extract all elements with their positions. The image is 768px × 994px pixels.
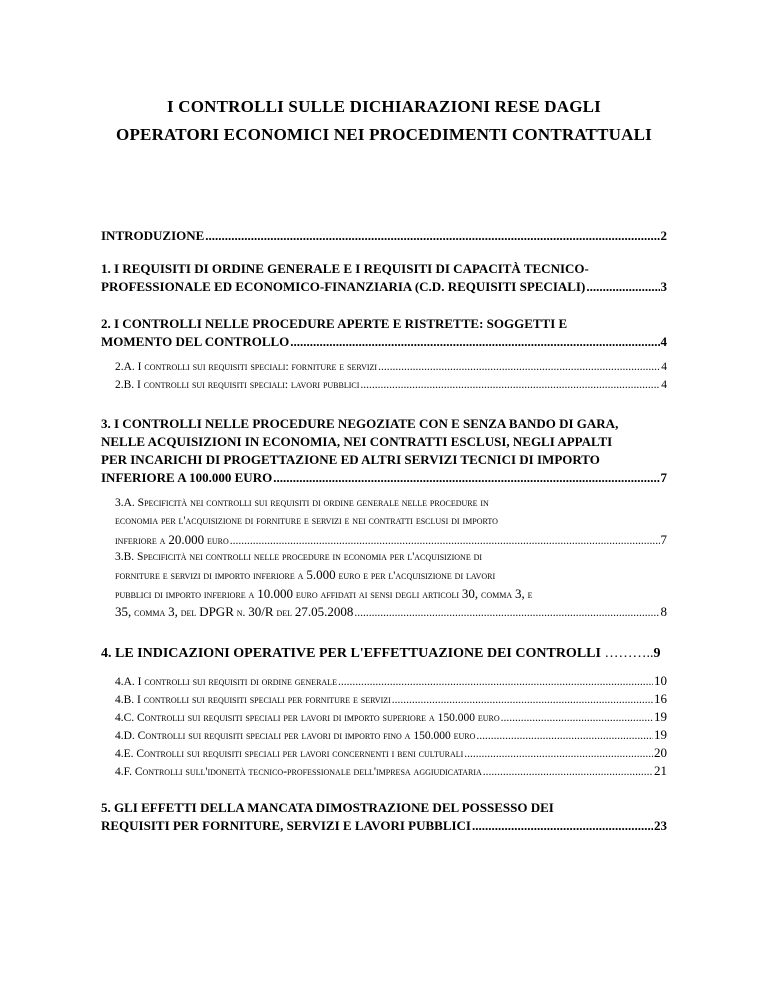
- toc-entry-label: 4. LE INDICAZIONI OPERATIVE PER L'EFFETTUAZIONE DEI CONTROLLI: [101, 646, 601, 661]
- toc-page-number: 19: [654, 709, 667, 724]
- toc-text: n.: [236, 607, 246, 619]
- toc-entry-label: MOMENTO DEL CONTROLLO: [101, 334, 290, 349]
- toc-page-number: 4: [661, 361, 667, 373]
- toc-entry-label: [115, 604, 353, 620]
- toc-entry-label: 4.A. I controlli sui requisiti di ordine generale: [115, 676, 337, 688]
- toc-text: comma: [134, 607, 166, 619]
- toc-number: 3,: [515, 586, 525, 601]
- toc-page-number: 4: [661, 379, 667, 391]
- toc-text: comma: [481, 589, 513, 601]
- toc-subsection-4e[interactable]: [115, 745, 667, 761]
- toc-number: 27.05.2008: [294, 604, 354, 619]
- toc-entry-introduzione[interactable]: [101, 228, 667, 244]
- toc-page-number: 19: [654, 727, 667, 742]
- toc-leader-dots: [205, 228, 659, 244]
- toc-entry-label: INTRODUZIONE: [101, 228, 205, 243]
- toc-entry-label: 4.B. I controlli sui requisiti speciali per forniture e servizi: [115, 694, 391, 706]
- toc-subsection-2a[interactable]: [115, 361, 667, 373]
- toc-text: pubblici di importo inferiore a: [115, 589, 255, 601]
- toc-leader-dots: ………..: [604, 646, 654, 661]
- toc-page-number: 10: [654, 673, 667, 688]
- toc-text: del: [276, 607, 293, 619]
- toc-leader-dots: [360, 379, 660, 391]
- toc-entry-label: 4.F. Controlli sull'idoneità tecnico-professionale dell'impresa aggiudicataria: [115, 766, 482, 778]
- toc-section-5-line-1[interactable]: 5. GLI EFFETTI DELLA MANCATA DIMOSTRAZIONE DEL POSSESSO DEI: [101, 800, 554, 815]
- toc-entry-label: REQUISITI PER FORNITURE, SERVIZI E LAVORI PUBBLICI: [101, 818, 471, 833]
- toc-number: 10.000: [257, 586, 293, 601]
- toc-text: euro e per l'acquisizione di lavori: [338, 570, 496, 582]
- toc-subsection-3b[interactable]: [115, 604, 667, 620]
- toc-page-number: 3: [660, 279, 667, 294]
- toc-page-number: 9: [653, 646, 661, 661]
- toc-text: e: [527, 589, 533, 601]
- toc-text: euro: [206, 535, 229, 547]
- toc-entry-label: PROFESSIONALE ED ECONOMICO-FINANZIARIA (C.D. REQUISITI SPECIALI): [101, 279, 586, 294]
- toc-entry-label: 2.A. I controlli sui requisiti speciali: forniture e servizi: [115, 361, 378, 373]
- toc-page-number: 16: [654, 691, 667, 706]
- toc-section-1-line-1[interactable]: 1. I REQUISITI DI ORDINE GENERALE E I REQUISITI DI CAPACITÀ TECNICO-: [101, 261, 589, 276]
- toc-entry-label: 4.D. Controlli sui requisiti speciali per lavori di importo fino a 150.000 euro: [115, 730, 476, 742]
- toc-page-number: 23: [654, 818, 667, 833]
- toc-subsection-4a[interactable]: [115, 673, 667, 689]
- toc-leader-dots: [354, 607, 659, 619]
- toc-text: del: [180, 607, 197, 619]
- toc-leader-dots: [586, 279, 659, 295]
- toc-page-number: 7: [660, 470, 667, 485]
- toc-subsection-4b[interactable]: [115, 691, 667, 707]
- toc-entry-label: 4.C. Controlli sui requisiti speciali per lavori di importo superiore a 150.000 euro: [115, 712, 500, 724]
- toc-section-3-line-1[interactable]: 3. I CONTROLLI NELLE PROCEDURE NEGOZIATE CON E SENZA BANDO DI GARA,: [101, 416, 619, 431]
- toc-page-number: 8: [660, 604, 667, 619]
- toc-subsection-4d[interactable]: [115, 727, 667, 743]
- toc-number: 30/R: [248, 604, 274, 619]
- toc-number: 35,: [115, 604, 132, 619]
- toc-subsection-4c[interactable]: [115, 709, 667, 725]
- toc-section-3-line-2[interactable]: NELLE ACQUISIZIONI IN ECONOMIA, NEI CONTRATTI ESCLUSI, NEGLI APPALTI: [101, 434, 613, 449]
- toc-leader-dots: [476, 730, 653, 742]
- toc-number: 20.000: [168, 532, 205, 547]
- toc-leader-dots: [338, 676, 653, 688]
- toc-page-number: 20: [654, 745, 667, 760]
- toc-section-2-line-1[interactable]: 2. I CONTROLLI NELLE PROCEDURE APERTE E RISTRETTE: SOGGETTI E: [101, 316, 568, 331]
- toc-leader-dots: [483, 766, 653, 778]
- toc-entry-label: [115, 532, 229, 548]
- toc-subsection-3b-line-1[interactable]: 3.B. Specificità nei controlli nelle procedure in economia per l'acquisizione di: [115, 551, 483, 563]
- toc-subsection-3b-line-2[interactable]: [115, 567, 681, 583]
- toc-entry-label: 4.E. Controlli sui requisiti speciali per lavori concernenti i beni culturali: [115, 748, 464, 760]
- toc-leader-dots: [230, 535, 660, 547]
- toc-text: euro affidati ai sensi degli articoli: [295, 589, 460, 601]
- toc-section-3-line-3[interactable]: PER INCARICHI DI PROGETTAZIONE ED ALTRI SERVIZI TECNICI DI IMPORTO: [101, 452, 600, 467]
- toc-subsection-2b[interactable]: [115, 379, 667, 391]
- toc-entry-label: INFERIORE A 100.000 EURO: [101, 470, 273, 485]
- toc-entry-label: 2.B. I controlli sui requisiti speciali: lavori pubblici: [115, 379, 360, 391]
- toc-leader-dots: [464, 748, 653, 760]
- toc-section-4[interactable]: [101, 646, 667, 662]
- toc-number: 30,: [461, 586, 479, 601]
- toc-subsection-3b-line-3[interactable]: [115, 586, 667, 602]
- toc-number: 3,: [168, 604, 178, 619]
- toc-section-3[interactable]: [101, 470, 667, 486]
- toc-section-1[interactable]: [101, 279, 667, 295]
- toc-subsection-3a-line-2[interactable]: economia per l'acquisizione di forniture e servizi e nei contratti esclusi di importo: [115, 515, 498, 527]
- toc-text: inferiore a: [115, 535, 166, 547]
- toc-leader-dots: [501, 712, 653, 724]
- toc-subsection-4f[interactable]: [115, 763, 667, 779]
- document-title-line-2: OPERATORI ECONOMICI NEI PROCEDIMENTI CONTRATTUALI: [116, 125, 652, 144]
- toc-page-number: 4: [660, 334, 667, 349]
- toc-page-number: 7: [660, 532, 667, 547]
- toc-subsection-3a[interactable]: [115, 532, 667, 548]
- toc-page-number: 2: [660, 228, 667, 243]
- toc-leader-dots: [378, 361, 660, 373]
- toc-subsection-3a-line-1[interactable]: 3.A. Specificità nei controlli sui requisiti di ordine generale nelle procedure in: [115, 497, 489, 509]
- toc-section-5[interactable]: [101, 818, 667, 834]
- toc-leader-dots: [290, 334, 659, 350]
- toc-leader-dots: [273, 470, 659, 486]
- toc-page-number: 21: [654, 763, 667, 778]
- toc-number: 5.000: [306, 567, 336, 582]
- document-title-line-1: I CONTROLLI SULLE DICHIARAZIONI RESE DAGLI: [167, 97, 601, 116]
- toc-text: DPGR: [199, 604, 234, 619]
- toc-leader-dots: [472, 818, 653, 834]
- toc-section-2[interactable]: [101, 334, 667, 350]
- toc-leader-dots: [392, 694, 653, 706]
- toc-text: forniture e servizi di importo inferiore a: [115, 570, 304, 582]
